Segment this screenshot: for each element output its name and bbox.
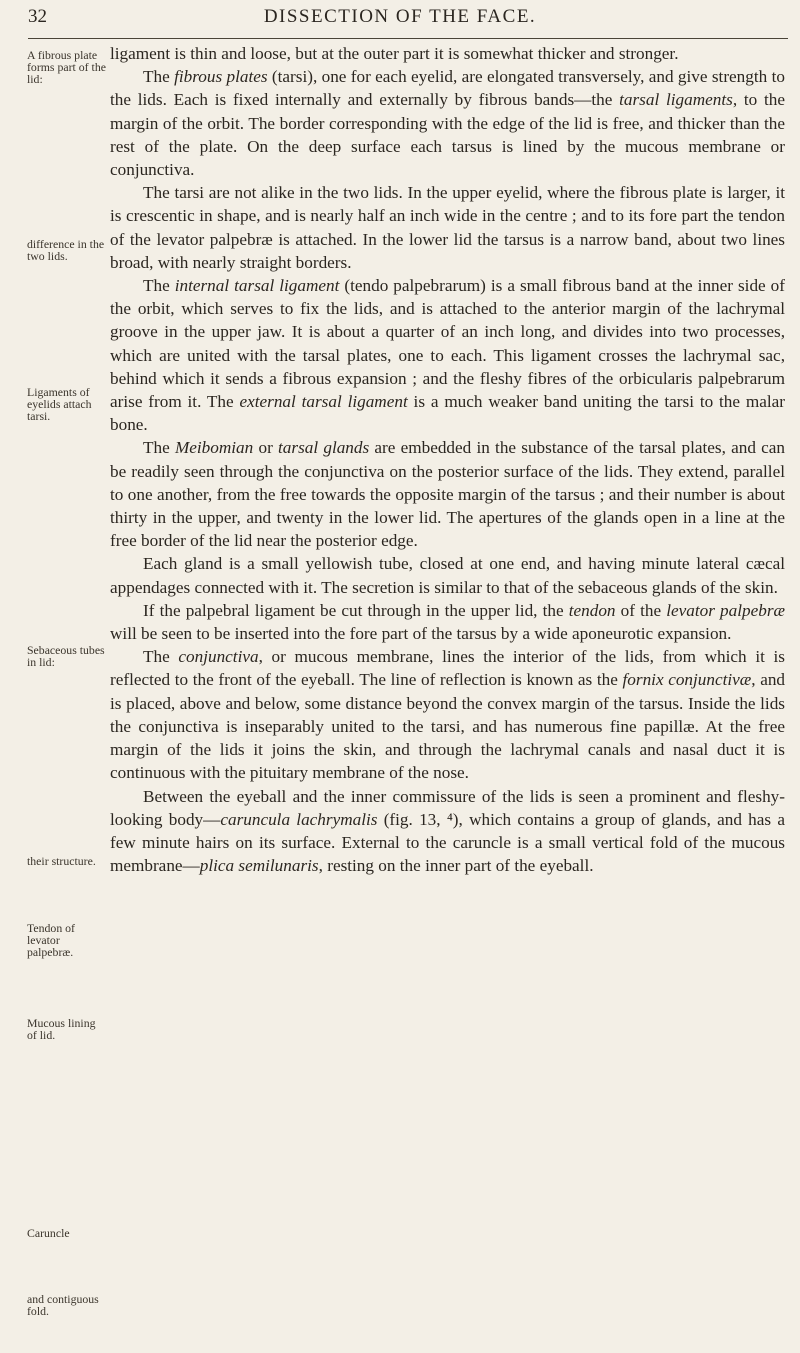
- paragraph-meibomian-glands: The Meibomian or tarsal glands are embedded in the substance of the tarsal plates, and can be readily seen through the conjunctiva on the posterior surface of the lids. They extend, parallel to one another, from the free towards the opposite margin of the tarsus ; and their number is about thirty in the upper, and twenty in the lower lid. The apertures of the glands open in a line at the free border of the lid near the posterior edge.: [110, 438, 785, 551]
- page-number: 32: [28, 6, 47, 27]
- margin-note-mucous: Mucous lining of lid.: [27, 1016, 96, 1042]
- paragraph-gland-structure: Each gland is a small yellowish tube, closed at one end, and having minute lateral cæcal appendages connected with it. The secretion is similar to that of the sebaceous glands of the skin.: [110, 554, 785, 597]
- margin-note-ligaments: Ligaments of eyelids attach tarsi.: [27, 385, 92, 423]
- header-rule: [28, 38, 788, 39]
- margin-note-sebaceous: Sebaceous tubes in lid:: [27, 643, 105, 669]
- paragraph-caruncle: Between the eyeball and the inner commissure of the lids is seen a prominent and fleshy-looking body—caruncula lachrymalis (fig. 13, ⁴), which contains a group of glands, and has a few minute hairs on its surface. External to the caruncle is a small vertical fold of the mucous membrane—plica semilunaris, resting on the inner part of the eyeball.: [110, 786, 785, 876]
- paragraph-ligament-end: ligament is thin and loose, but at the outer part it is somewhat thicker and stronger.: [110, 44, 679, 63]
- margin-note-structure: their structure.: [27, 854, 96, 868]
- margin-note-difference: difference in the two lids.: [27, 237, 105, 263]
- paragraph-fibrous-plates: The fibrous plates (tarsi), one for each eyelid, are elongated transversely, and give strength to the lids. Each is fixed internally and externally by fibrous bands—the tarsal ligaments, to the margin of the orbit. The border corresponding with the edge of the lid is free, and thicker than the rest of the plate. On the deep surface each tarsus is lined by the mucous membrane or conjunctiva.: [110, 67, 785, 180]
- page-header: [0, 6, 800, 34]
- body-text: [110, 42, 785, 877]
- margin-note-tendon: Tendon of levator palpebræ.: [27, 921, 75, 959]
- paragraph-tarsi-difference: The tarsi are not alike in the two lids. In the upper eyelid, where the fibrous plate is larger, it is crescentic in shape, and is nearly half an inch wide in the centre ; and to its fore part the tendon of the levator palpebræ is attached. In the lower lid the tarsus is a narrow band, about two lines broad, with nearly straight borders.: [110, 183, 785, 272]
- paragraph-levator-tendon: If the palpebral ligament be cut through in the upper lid, the tendon of the levator palpebræ will be seen to be inserted into the fore part of the tarsus by a wide aponeurotic expansion.: [110, 600, 785, 644]
- paragraph-internal-ligament: The internal tarsal ligament (tendo palpebrarum) is a small fibrous band at the inner side of the orbit, which serves to fix the lids, and is attached to the anterior margin of the lachrymal groove in the upper jaw. It is about a quarter of an inch long, and divides into two processes, which are united with the tarsal plates, one to each. This ligament crosses the lachrymal sac, behind which it sends a fibrous expansion ; and the fleshy fibres of the orbicularis palpebrarum arise from it. The external tarsal ligament is a much weaker band uniting the tarsi to the malar bone.: [110, 276, 785, 435]
- margin-note-fibrous-plate: A fibrous plate forms part of the lid:: [27, 48, 106, 86]
- margin-note-caruncle: Caruncle: [27, 1226, 70, 1240]
- running-title: DISSECTION OF THE FACE.: [263, 6, 537, 27]
- paragraph-conjunctiva: The conjunctiva, or mucous membrane, lines the interior of the lids, from which it is reflected to the front of the eyeball. The line of reflection is known as the fornix conjunctivæ, and is placed, above and below, some distance beyond the convex margin of the tarsus. Inside the lids the conjunctiva is inseparably united to the tarsi, and has numerous fine papillæ. At the free margin of the lids it joins the skin, and through the lachrymal canals and nasal duct it is continuous with the pituitary membrane of the nose.: [110, 647, 786, 783]
- margin-note-contiguous-fold: and contiguous fold.: [27, 1292, 99, 1318]
